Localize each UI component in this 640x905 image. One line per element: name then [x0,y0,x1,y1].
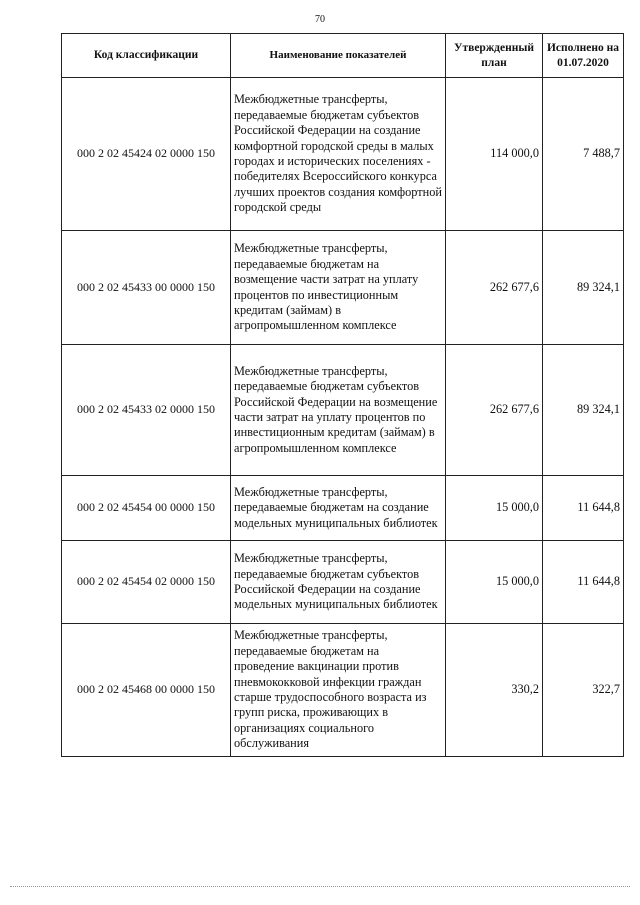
table-row [62,345,624,476]
row-code: 000 2 02 45424 02 0000 150 [62,78,231,231]
row-executed: 322,7 [543,624,624,757]
row-executed: 11 644,8 [543,476,624,541]
budget-table [61,33,624,757]
row-plan: 15 000,0 [446,541,543,624]
row-name: Межбюджетные трансферты, передаваемые бюджетам субъектов Российской Федерации на создание комфортной городской среды в малых городах и исторических поселениях - победителях Всероссийского конкурса лучших проектов создания комфортной городской среды [231,78,446,231]
row-executed: 11 644,8 [543,541,624,624]
row-executed: 89 324,1 [543,345,624,476]
table-row [62,476,624,541]
header-name: Наименование показателей [231,34,446,78]
page-number: 70 [315,14,325,25]
row-name: Межбюджетные трансферты, передаваемые бюджетам на возмещение части затрат на уплату процентов по инвестиционным кредитам (займам) в агропромышленном комплексе [231,231,446,345]
header-code: Код классификации [62,34,231,78]
row-plan: 330,2 [446,624,543,757]
row-code: 000 2 02 45454 00 0000 150 [62,476,231,541]
footer-scan-artifact [10,886,630,888]
row-code: 000 2 02 45468 00 0000 150 [62,624,231,757]
row-code: 000 2 02 45433 00 0000 150 [62,231,231,345]
table-row [62,78,624,231]
header-plan: Утвержденный план [446,34,543,78]
row-executed: 7 488,7 [543,78,624,231]
row-plan: 262 677,6 [446,231,543,345]
row-name: Межбюджетные трансферты, передаваемые бюджетам субъектов Российской Федерации на создание модельных муниципальных библиотек [231,541,446,624]
row-name: Межбюджетные трансферты, передаваемые бюджетам на создание модельных муниципальных библиотек [231,476,446,541]
table-row [62,231,624,345]
row-executed: 89 324,1 [543,231,624,345]
row-name: Межбюджетные трансферты, передаваемые бюджетам на проведение вакцинации против пневмококковой инфекции граждан старше трудоспособного возраста из групп риска, проживающих в организациях социального обслуживания [231,624,446,757]
table-header-row [62,34,624,78]
row-name: Межбюджетные трансферты, передаваемые бюджетам субъектов Российской Федерации на возмещение части затрат на уплату процентов по инвестиционным кредитам (займам) в агропромышленном комплексе [231,345,446,476]
row-plan: 262 677,6 [446,345,543,476]
row-plan: 114 000,0 [446,78,543,231]
header-executed: Исполнено на 01.07.2020 [543,34,624,78]
row-code: 000 2 02 45433 02 0000 150 [62,345,231,476]
row-code: 000 2 02 45454 02 0000 150 [62,541,231,624]
table-row [62,624,624,757]
table-row [62,541,624,624]
row-plan: 15 000,0 [446,476,543,541]
